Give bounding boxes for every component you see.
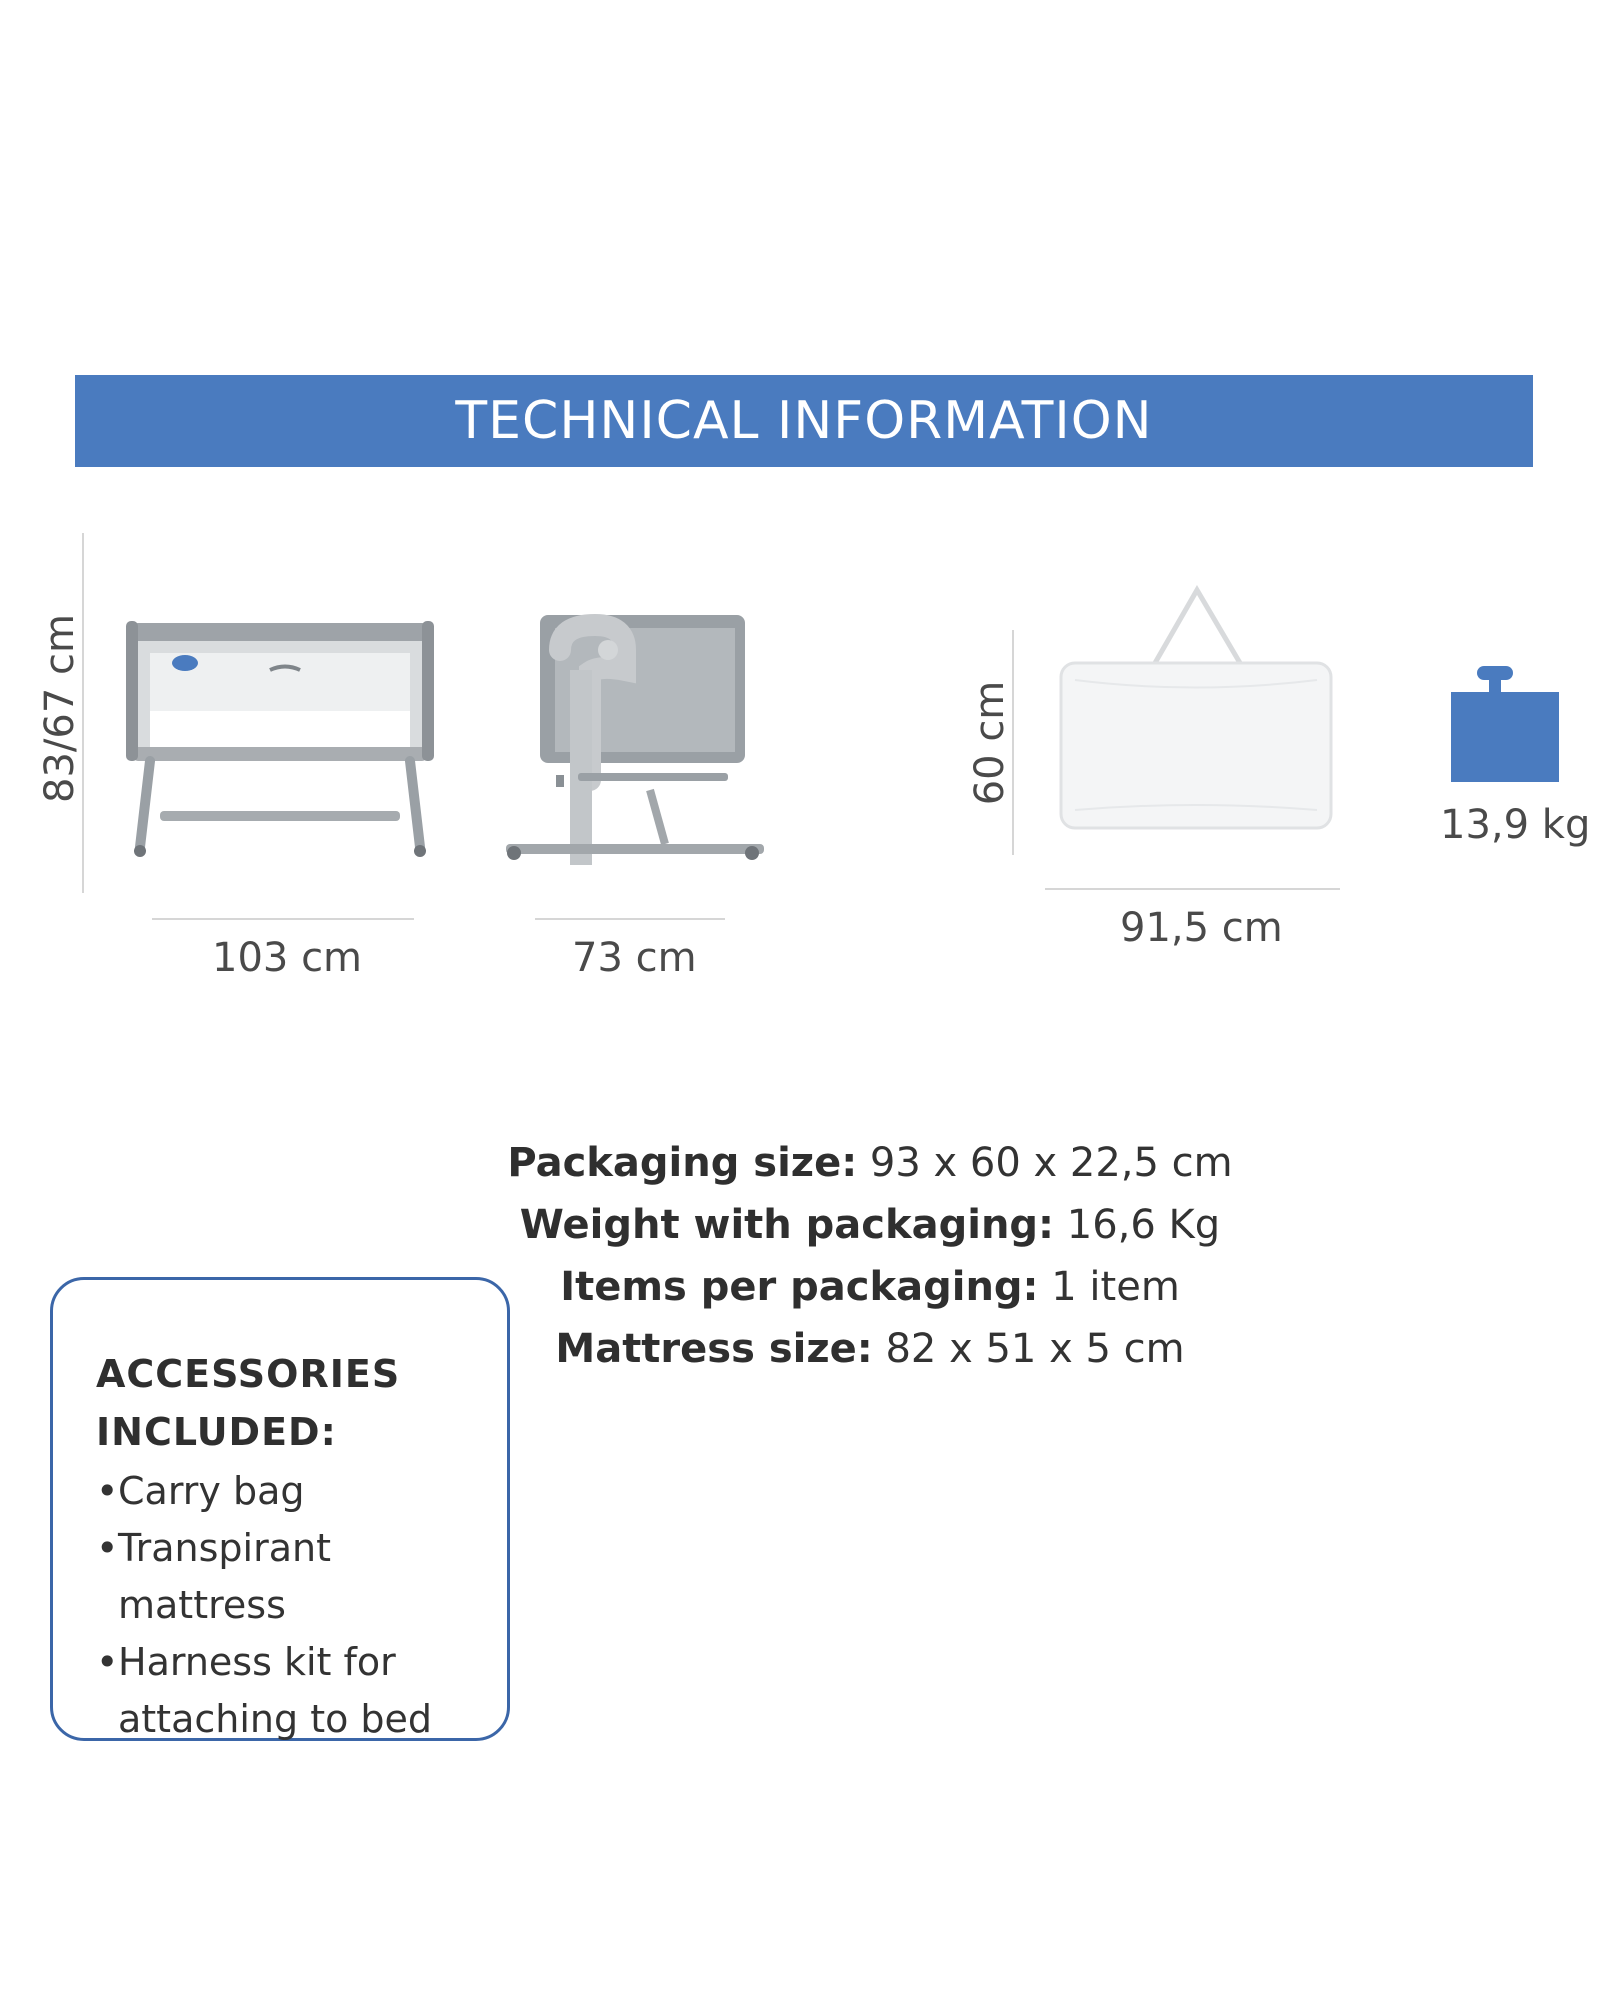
- crib-height-label: 83/67 cm: [37, 614, 83, 803]
- weight-label: 13,9 kg: [1440, 802, 1591, 848]
- carry-bag-icon: [1055, 585, 1340, 835]
- list-item: • Harness kit for attaching to bed: [96, 1634, 488, 1748]
- accessories-box: [50, 1277, 510, 1741]
- technical-info-banner: [75, 375, 1533, 467]
- list-item: • Carry bag: [96, 1463, 488, 1520]
- spec-weight-with-packaging: Weight with packaging: 16,6 Kg: [519, 1202, 1221, 1248]
- side-width-ruler: [535, 918, 725, 920]
- spec-list: [480, 1132, 1260, 1380]
- crib-front-view-icon: [120, 615, 440, 860]
- crib-side-width-label: 73 cm: [572, 935, 697, 981]
- accessories-list: [96, 1463, 488, 1748]
- weight-icon: [1447, 662, 1562, 787]
- crib-width-label: 103 cm: [212, 935, 363, 981]
- list-item: • Transpirant mattress: [96, 1520, 488, 1634]
- banner-title: TECHNICAL INFORMATION: [455, 391, 1153, 451]
- bag-height-label: 60 cm: [967, 680, 1013, 806]
- bag-width-label: 91,5 cm: [1120, 905, 1283, 951]
- spec-mattress-size: Mattress size: 82 x 51 x 5 cm: [555, 1326, 1185, 1372]
- accessories-title: ACCESSORIES INCLUDED:: [96, 1352, 401, 1454]
- crib-side-view-icon: [500, 610, 770, 865]
- bag-width-ruler: [1045, 888, 1340, 890]
- spec-items-per-packaging: Items per packaging: 1 item: [560, 1264, 1180, 1310]
- front-width-ruler: [152, 918, 414, 920]
- spec-packaging-size: Packaging size: 93 x 60 x 22,5 cm: [507, 1140, 1233, 1186]
